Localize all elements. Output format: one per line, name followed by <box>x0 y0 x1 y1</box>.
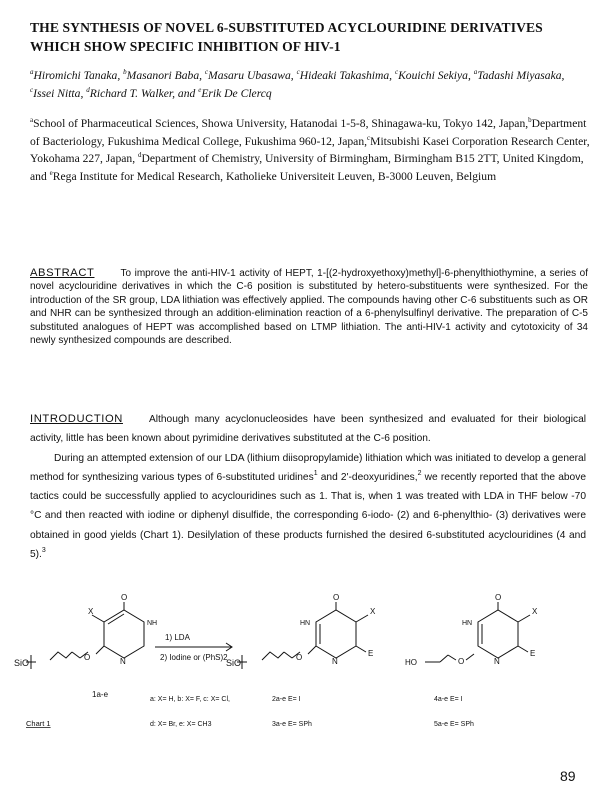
svg-text:E: E <box>368 649 374 658</box>
reaction-step-1: 1) LDA <box>165 633 190 642</box>
reaction-step-2: 2) Iodine or (PhS)2 <box>160 653 228 662</box>
author: $^b$Masanori Baba, <box>123 68 203 82</box>
svg-text:X: X <box>88 607 94 616</box>
svg-text:N: N <box>120 657 126 666</box>
abstract <box>30 267 588 347</box>
abstract-text: To improve the anti-HIV-1 activity of HEPT, 1-[(2-hydroxyethoxy)methyl]-6-phenylthiothymine, a series of novel acyclouridine derivatives in which the C-6 position is substituted by hetero-substituents were synthesized. For the introduction of the SR group, LDA lithiation was effectively applied. The compounds having other C-6 substituents such as OR and NHR can be synthesized through an addition-elimination reaction of a 6-phenylsulfinyl derivative. The preparation of C-5 substituted analogues of HEPT was accomplished based on LTMP lithiation. The anti-HIV-1 activity and cytotoxicity of 34 newly synthesized compounds are described. <box>30 268 588 347</box>
svg-text:O: O <box>296 653 303 662</box>
chart-label: Chart 1 <box>26 719 51 728</box>
silyl-group: SiO <box>14 658 30 668</box>
affiliation: Department of Chemistry, University of Birmingham, Birmingham B15 2TT, United Kingdom, and <box>30 152 584 183</box>
svg-text:O: O <box>121 593 128 602</box>
svg-text:HN: HN <box>462 620 473 627</box>
author: $^c$Issei Nitta, <box>30 86 84 100</box>
author: $^a$Hiromichi Tanaka, <box>30 68 121 82</box>
affiliation: Department of Bacteriology, Fukushima Medical College, Fukushima 960-12, Japan, <box>30 117 587 148</box>
affiliation: Mitsubishi Kasei Corporation Research Center, Yokohama 227, Japan, <box>30 134 590 165</box>
substituent-list: d: X= Br, e: X= CH3 <box>150 721 212 728</box>
svg-text:O: O <box>333 593 340 602</box>
author: $^a$Tadashi Miyasaka, <box>473 68 565 82</box>
svg-text:X: X <box>370 607 376 616</box>
svg-text:O: O <box>495 593 502 602</box>
author-list <box>30 67 590 103</box>
svg-text:N: N <box>332 657 338 666</box>
reaction-scheme <box>0 593 600 770</box>
author: $^c$Kouichi Sekiya, <box>394 68 471 82</box>
reference-marker: 3 <box>41 547 46 555</box>
author: $^d$Richard T. Walker, <box>86 86 175 100</box>
compound-label: 2a-e E= I <box>272 696 301 703</box>
svg-text:HN: HN <box>300 620 311 627</box>
svg-text:O: O <box>84 653 91 662</box>
author: $^c$Hideaki Takashima, <box>296 68 393 82</box>
paper-title: THE SYNTHESIS OF NOVEL 6-SUBSTITUTED ACYCLOURIDINE DERIVATIVES WHICH SHOW SPECIFIC INHIBITION OF HIV-1 <box>30 20 543 54</box>
svg-text:HO: HO <box>405 658 417 667</box>
affiliation: School of Pharmaceutical Sciences, Showa University, Hatanodai 1-5-8, Shinagawa-ku, Tokyo 142, Japan, <box>33 117 529 130</box>
svg-text:X: X <box>532 607 538 616</box>
svg-text:SiO: SiO <box>226 658 242 668</box>
svg-text:O: O <box>458 657 465 666</box>
svg-text:N: N <box>494 657 500 666</box>
svg-text:NH: NH <box>147 620 158 627</box>
intro-paragraph-1: Although many acyclonucleosides have been synthesized and evaluated for their biological activity, little has been known about pyrimidine derivatives substituted at the C-6 position. <box>30 414 586 445</box>
page-number: 89 <box>560 768 576 784</box>
compound-label: 3a-e E= SPh <box>272 721 312 728</box>
affiliations: $^a$School of Pharmaceutical Sciences, Showa University, Hatanodai 1-5-8, Shinagawa-ku, Tokyo 142, Japan,$^b$Department of Bacteriology, Fukushima Medical College, Fukushima 960-12, Japan,$^c$Mitsubishi Kasei Corporation Research Center, Yokohama 227, Japan, $^d$Department of Chemistry, University of Birmingham, Birmingham B15 2TT, United Kingdom, and $^e$Rega Institute for Medical Research, Katholieke Universiteit Leuven, B-3000 Leuven, Belgium <box>30 116 590 183</box>
intro-paragraph-2: During an attempted extension of our LDA (lithium diisopropylamide) lithiation which was initiated to develop a general method for synthesizing various types of 6-substituted uridines <box>30 452 586 483</box>
abstract-heading: ABSTRACT <box>30 267 95 279</box>
introduction: INTRODUCTION Although many acyclonucleosides have been synthesized and evaluated for their biological activity, little has been known about pyrimidine derivatives substituted at the C-6 position. During an attempted extension of our LDA (lithium diisopropylamide) lithiation which was initiated to develop a general method for synthesizing various types of 6-substituted uridines$^1$ and 2'-deoxyuridines,$^2$ we recently reported that the above tactics could be successfully applied to acyclouridines such as 1. That is, when 1 was treated with LDA in THF below -70 °C and then reacted with iodine or diphenyl disulfide, the corresponding 6-iodo- (2) and 6-phenylthio- (3) derivatives were obtained in good yields (Chart 1). Desilylation of these products furnished the desired 6-substituted acyclouridines (4 and 5).$^3$ <box>30 413 586 561</box>
author-conjunction: and <box>177 87 196 100</box>
reference-marker: 1 <box>313 469 318 477</box>
author: $^e$Erik De Clercq <box>198 86 272 100</box>
substituent-list: a: X= H, b: X= F, c: X= Cl, <box>150 696 230 703</box>
introduction-heading: INTRODUCTION <box>30 413 123 425</box>
reference-marker: 2 <box>417 469 422 477</box>
compound-label: 5a-e E= SPh <box>434 721 474 728</box>
compound-label: 1a-e <box>92 690 109 699</box>
affiliation: Rega Institute for Medical Research, Katholieke Universiteit Leuven, B-3000 Leuven, Belgium <box>52 169 497 183</box>
compound-label: 4a-e E= I <box>434 696 463 703</box>
svg-text:E: E <box>530 649 536 658</box>
author: $^c$Masaru Ubasawa, <box>204 68 294 82</box>
